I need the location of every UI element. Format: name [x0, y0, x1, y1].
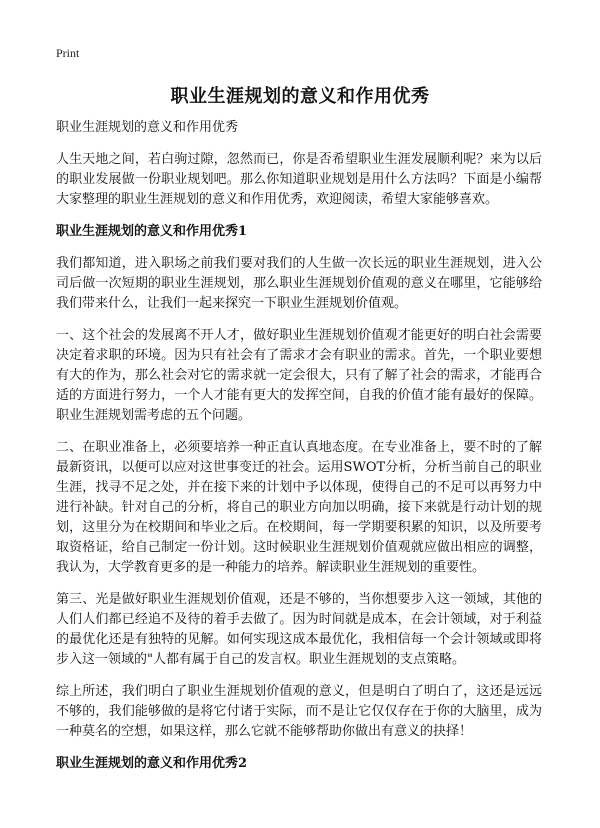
body-paragraph: 一、这个社会的发展离不开人才，做好职业生涯规划价值观才能更好的明白社会需要决定着求职的环境。因为只有社会有了需求才会有职业的需求。首先，一个职业要想有大的作为，那么社会对它的需求就一定会很大，只有了解了社会的需求，才能再合适的方面进行努力，一个人才能有更大的发挥空间，自我的价值才能有最好的保障。职业生涯规划需考虑的五个问题。 [56, 328, 542, 423]
document-subtitle: 职业生涯规划的意义和作用优秀 [56, 120, 239, 135]
document-body [56, 118, 542, 786]
body-paragraph: 二、在职业准备上，必须要培养一种正直认真地态度。在专业准备上，要不时的了解最新资讯，以便可以应对这世事变迁的社会。运用SWOT分析，分析当前自己的职业生涯，找寻不足之处，并在接下来的计划中予以体现，使得自己的不足可以再努力中进行补缺。针对自己的分析，将自己的职业方向加以明确，接下来就是行动计划的规划，这里分为在校期间和毕业之后。在校期间，每一学期要积累的知识，以及所要考取资格证，给自己制定一份计划。这时候职业生涯规划价值观就应做出相应的调整，我认为，大学教育更多的是一种能力的培养。解读职业生涯规划的重要性。 [56, 440, 542, 575]
body-paragraph: 综上所述，我们明白了职业生涯规划价值观的意义，但是明白了明白了，这还是远远不够的，我们能够做的是将它付诸于实际，而不是让它仅仅存在于你的大脑里，成为一种莫名的空想，如果这样，那么它就不能够帮助你做出有意义的抉择！ [56, 684, 542, 739]
page-title: 职业生涯规划的意义和作用优秀 [170, 86, 430, 107]
print-label[interactable]: Print [56, 46, 80, 60]
section-heading-2: 职业生涯规划的意义和作用优秀2 [56, 756, 248, 771]
intro-paragraph: 人生天地之间，若白驹过隙，忽然而已，你是否希望职业生涯发展顺利呢？来为以后的职业发展做一份职业规划吧。那么你知道职业规划是用什么方法吗？下面是小编帮大家整理的职业生涯规划的意义和作用优秀，欢迎阅读，希望大家能够喜欢。 [56, 152, 542, 207]
section-heading-1: 职业生涯规划的意义和作用优秀1 [56, 224, 248, 239]
body-paragraph: 我们都知道，进入职场之前我们要对我们的人生做一次长远的职业生涯规划，进入公司后做一次短期的职业生涯规划，那么职业生涯规划价值观的意义在哪里，它能够给我们带来什么，让我们一起来探究一下职业生涯规划价值观。 [56, 256, 542, 311]
body-paragraph: 第三、光是做好职业生涯规划价值观，还是不够的，当你想要步入这一领域，其他的人们人们都已经追不及待的着手去做了。因为时间就是成本，在会计领域，对于利益的最优化还是有独特的见解。如何实现这成本最优化，我相信每一个会计领域或即将步入这一领域的"人都有属于自己的发言权。职业生涯规划的支点策略。 [56, 592, 542, 667]
